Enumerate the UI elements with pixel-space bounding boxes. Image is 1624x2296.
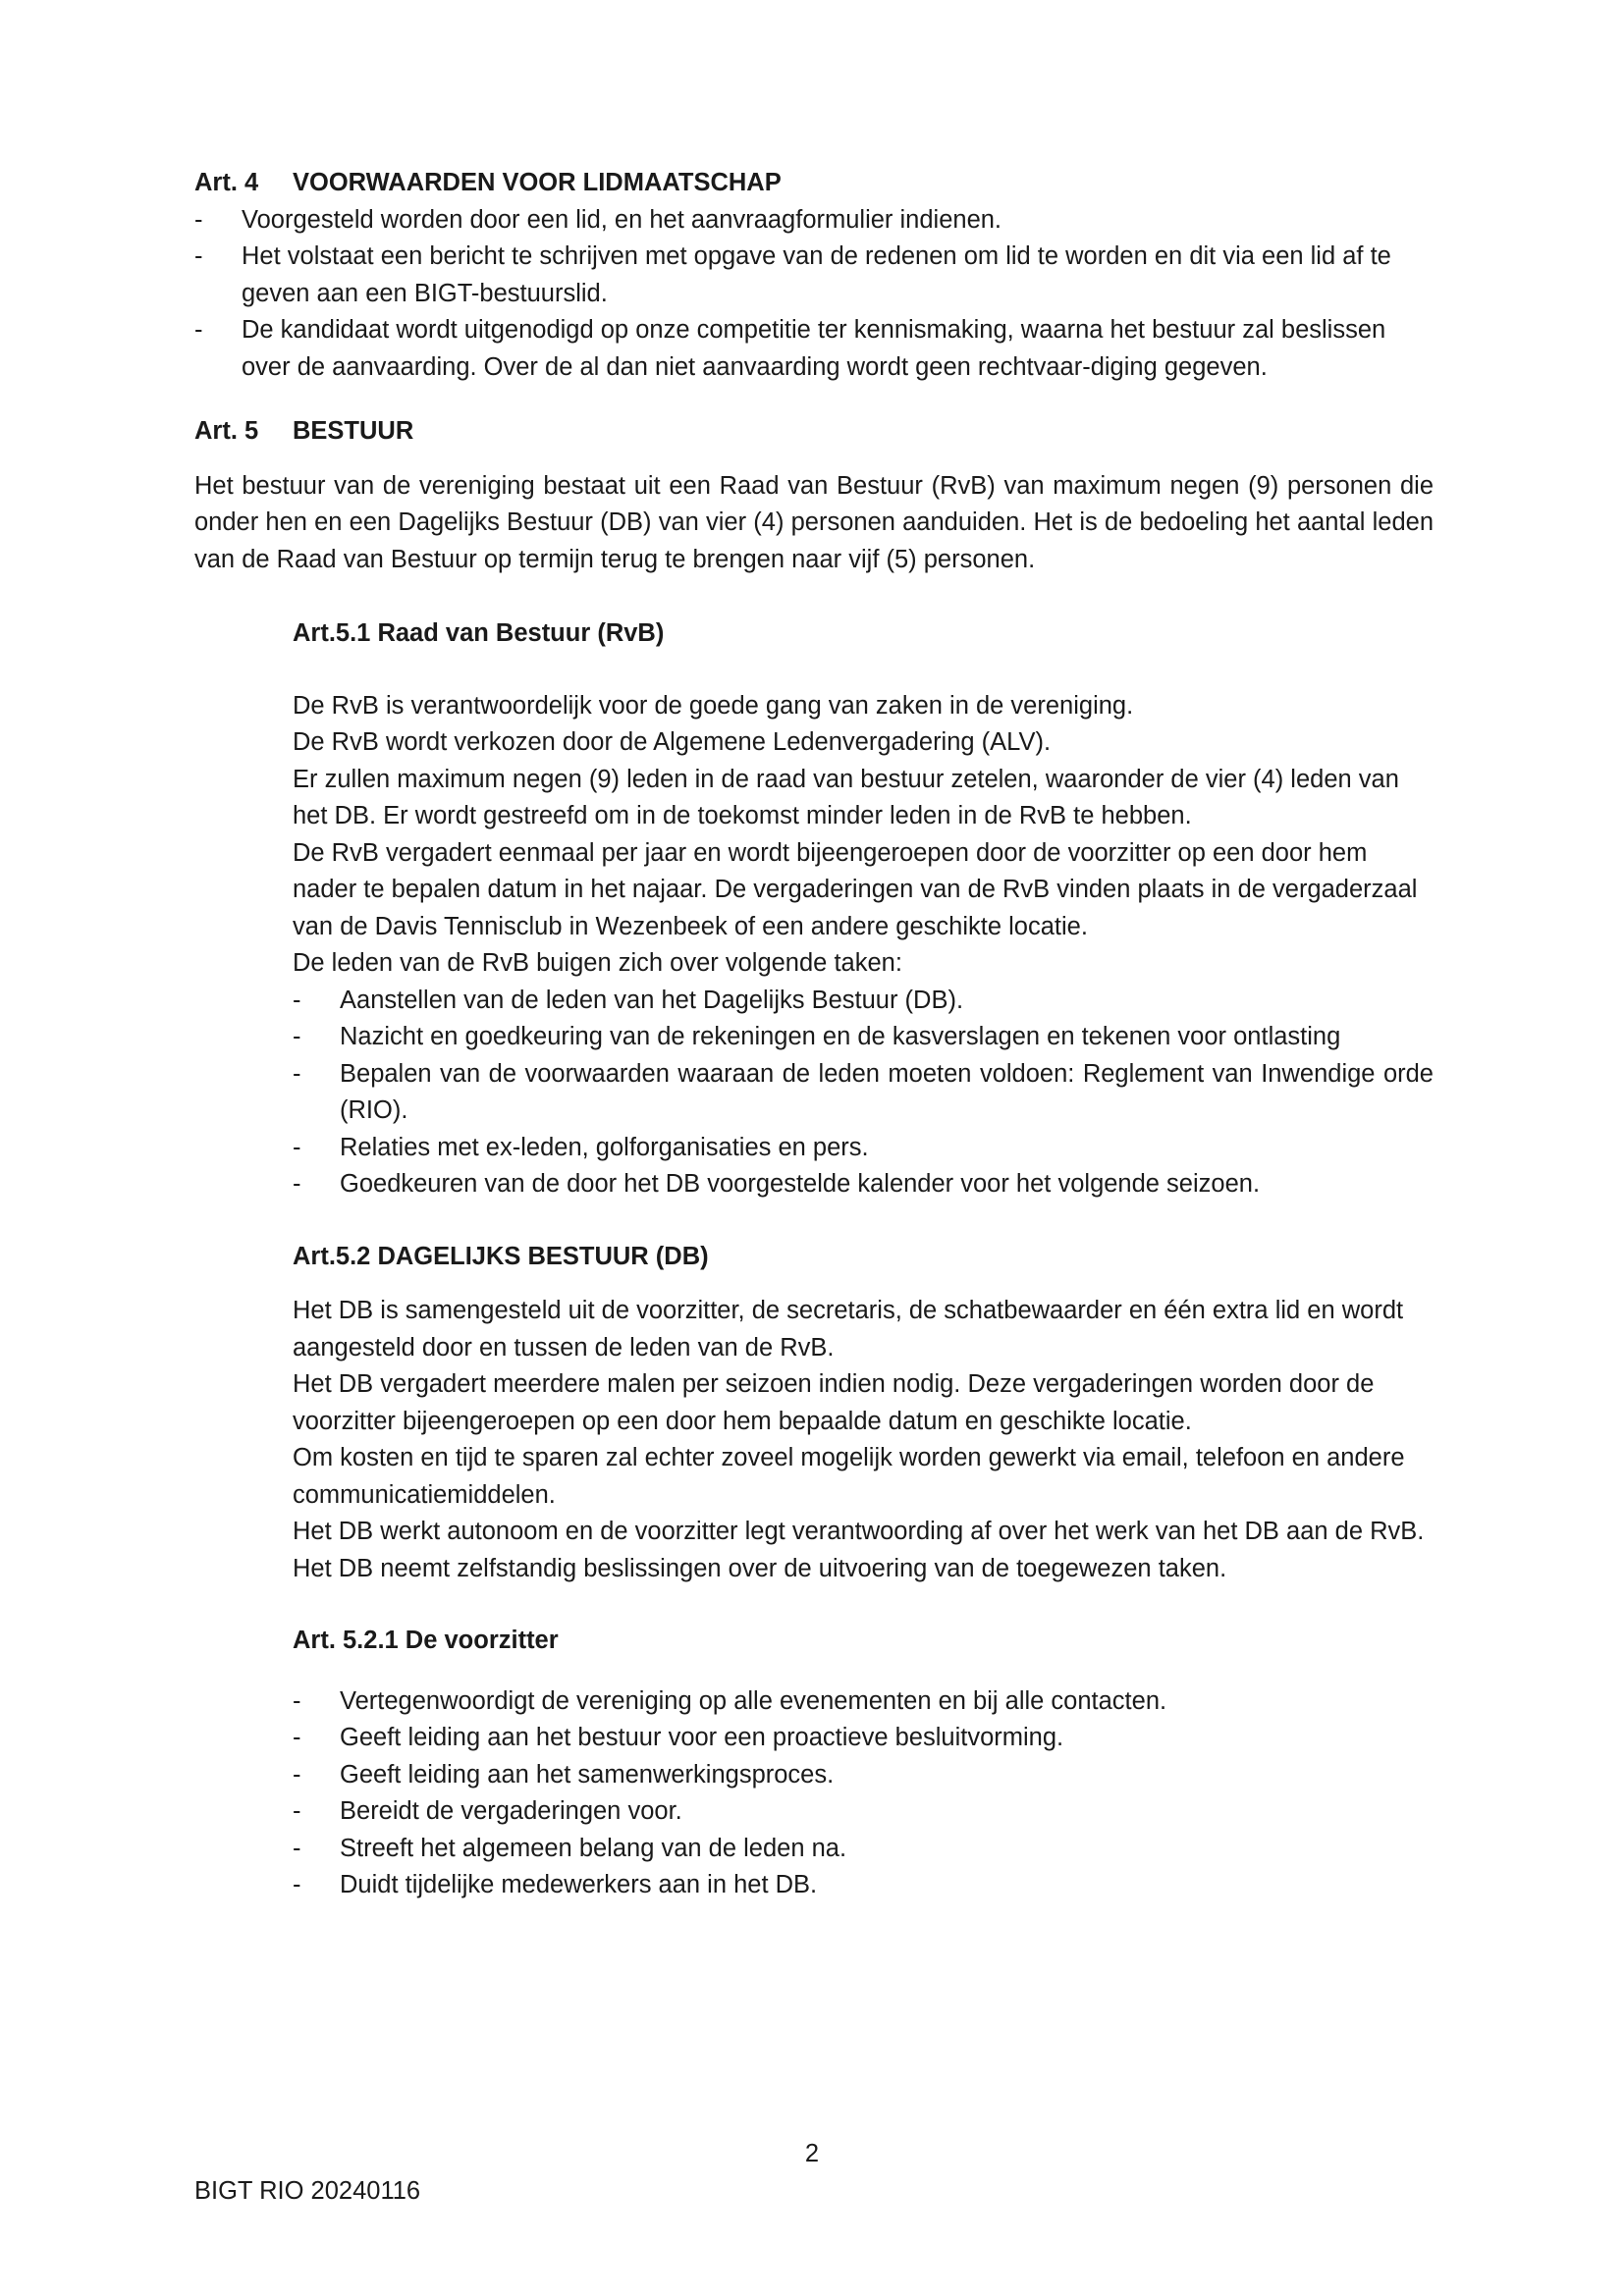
art521-list (293, 1683, 1434, 1904)
page-number: 2 (804, 2140, 820, 2167)
document-page (194, 165, 1434, 1904)
art5-intro: Het bestuur van de vereniging bestaat uit een Raad van Bestuur (RvB) van maximum negen (9) personen die onder hen en een Dagelijks Bestuur (DB) van vier (4) personen aanduiden. Het is de bedoeling het aantal leden van de Raad van Bestuur op termijn terug te brengen naar vijf (5) personen. (194, 471, 1434, 573)
list-item: - Goedkeuren van de door het DB voorgestelde kalender voor het volgende seizoen. (293, 1166, 1434, 1203)
art52-paragraph: Om kosten en tijd te sparen zal echter zoveel mogelijk worden gewerkt via email, telefoon en andere communicatiemiddelen. (293, 1444, 1405, 1509)
art51-paragraph: De leden van de RvB buigen zich over volgende taken: (293, 949, 902, 977)
art521-heading: Art. 5.2.1 De voorzitter (293, 1627, 559, 1654)
art51-section (293, 615, 1434, 1904)
art51-list (293, 983, 1434, 1203)
list-item: - Het volstaat een bericht te schrijven met opgave van de redenen om lid te worden en dit via een lid af te geven aan een BIGT-bestuurslid. (194, 239, 1434, 312)
list-item: - Nazicht en goedkeuring van de rekeningen en de kasverslagen en tekenen voor ontlasting (293, 1019, 1434, 1056)
art52-heading: Art.5.2 DAGELIJKS BESTUUR (DB) (293, 1242, 709, 1270)
list-item: - Bereidt de vergaderingen voor. (293, 1793, 1434, 1831)
footer-text: BIGT RIO 20240116 (194, 2177, 421, 2205)
list-item: - Streeft het algemeen belang van de leden na. (293, 1831, 1434, 1868)
art4-number: Art. 4 (194, 169, 259, 196)
list-item: - Geeft leiding aan het bestuur voor een proactieve besluitvorming. (293, 1720, 1434, 1757)
art4-list (194, 202, 1434, 387)
art52-paragraph: Het DB neemt zelfstandig beslissingen over de uitvoering van de toegewezen taken. (293, 1554, 1227, 1582)
list-item: - Duidt tijdelijke medewerkers aan in het DB. (293, 1867, 1434, 1904)
list-item: - Aanstellen van de leden van het Dagelijks Bestuur (DB). (293, 983, 1434, 1020)
art52-paragraph: Het DB is samengesteld uit de voorzitter, de secretaris, de schatbewaarder en één extra lid en wordt aangesteld door en tussen de leden van de RvB. (293, 1297, 1404, 1362)
art5-title: BESTUUR (293, 417, 414, 445)
art52-paragraph: Het DB vergadert meerdere malen per seizoen indien nodig. Deze vergaderingen worden door de voorzitter bijeengeroepen op een door hem bepaalde datum en geschikte locatie. (293, 1370, 1375, 1435)
art51-heading: Art.5.1 Raad van Bestuur (RvB) (293, 619, 665, 647)
list-item: - De kandidaat wordt uitgenodigd op onze competitie ter kennismaking, waarna het bestuur zal beslissen over de aanvaarding. Over de al dan niet aanvaarding wordt geen rechtvaar-diging gegeven. (194, 312, 1434, 386)
art51-paragraph: De RvB is verantwoordelijk voor de goede gang van zaken in de vereniging. (293, 691, 1134, 720)
list-item: - Geeft leiding aan het samenwerkingsproces. (293, 1757, 1434, 1794)
art5-heading (194, 413, 1434, 451)
list-item: - Voorgesteld worden door een lid, en het aanvraagformulier indienen. (194, 202, 1434, 240)
art4-heading (194, 165, 1434, 202)
art52-paragraph: Het DB werkt autonoom en de voorzitter legt verantwoording af over het werk van het DB aan de RvB. (293, 1518, 1425, 1545)
art51-paragraph: De RvB vergadert eenmaal per jaar en wordt bijeengeroepen door de voorzitter op een door hem nader te bepalen datum in het najaar. De vergaderingen van de RvB vinden plaats in de vergaderzaal van de Davis Tennisclub in Wezenbeek of een andere geschikte locatie. (293, 838, 1418, 940)
art5-number: Art. 5 (194, 417, 259, 445)
list-item: - Bepalen van de voorwaarden waaraan de leden moeten voldoen: Reglement van Inwendige orde (RIO). (293, 1056, 1434, 1130)
art51-paragraph: Er zullen maximum negen (9) leden in de raad van bestuur zetelen, waaronder de vier (4) leden van het DB. Er wordt gestreefd om in de toekomst minder leden in de RvB te hebben. (293, 765, 1399, 829)
art4-title: VOORWAARDEN VOOR LIDMAATSCHAP (293, 169, 782, 196)
list-item: - Relaties met ex-leden, golforganisaties en pers. (293, 1130, 1434, 1167)
list-item: - Vertegenwoordigt de vereniging op alle evenementen en bij alle contacten. (293, 1683, 1434, 1721)
art51-paragraph: De RvB wordt verkozen door de Algemene Ledenvergadering (ALV). (293, 728, 1052, 756)
